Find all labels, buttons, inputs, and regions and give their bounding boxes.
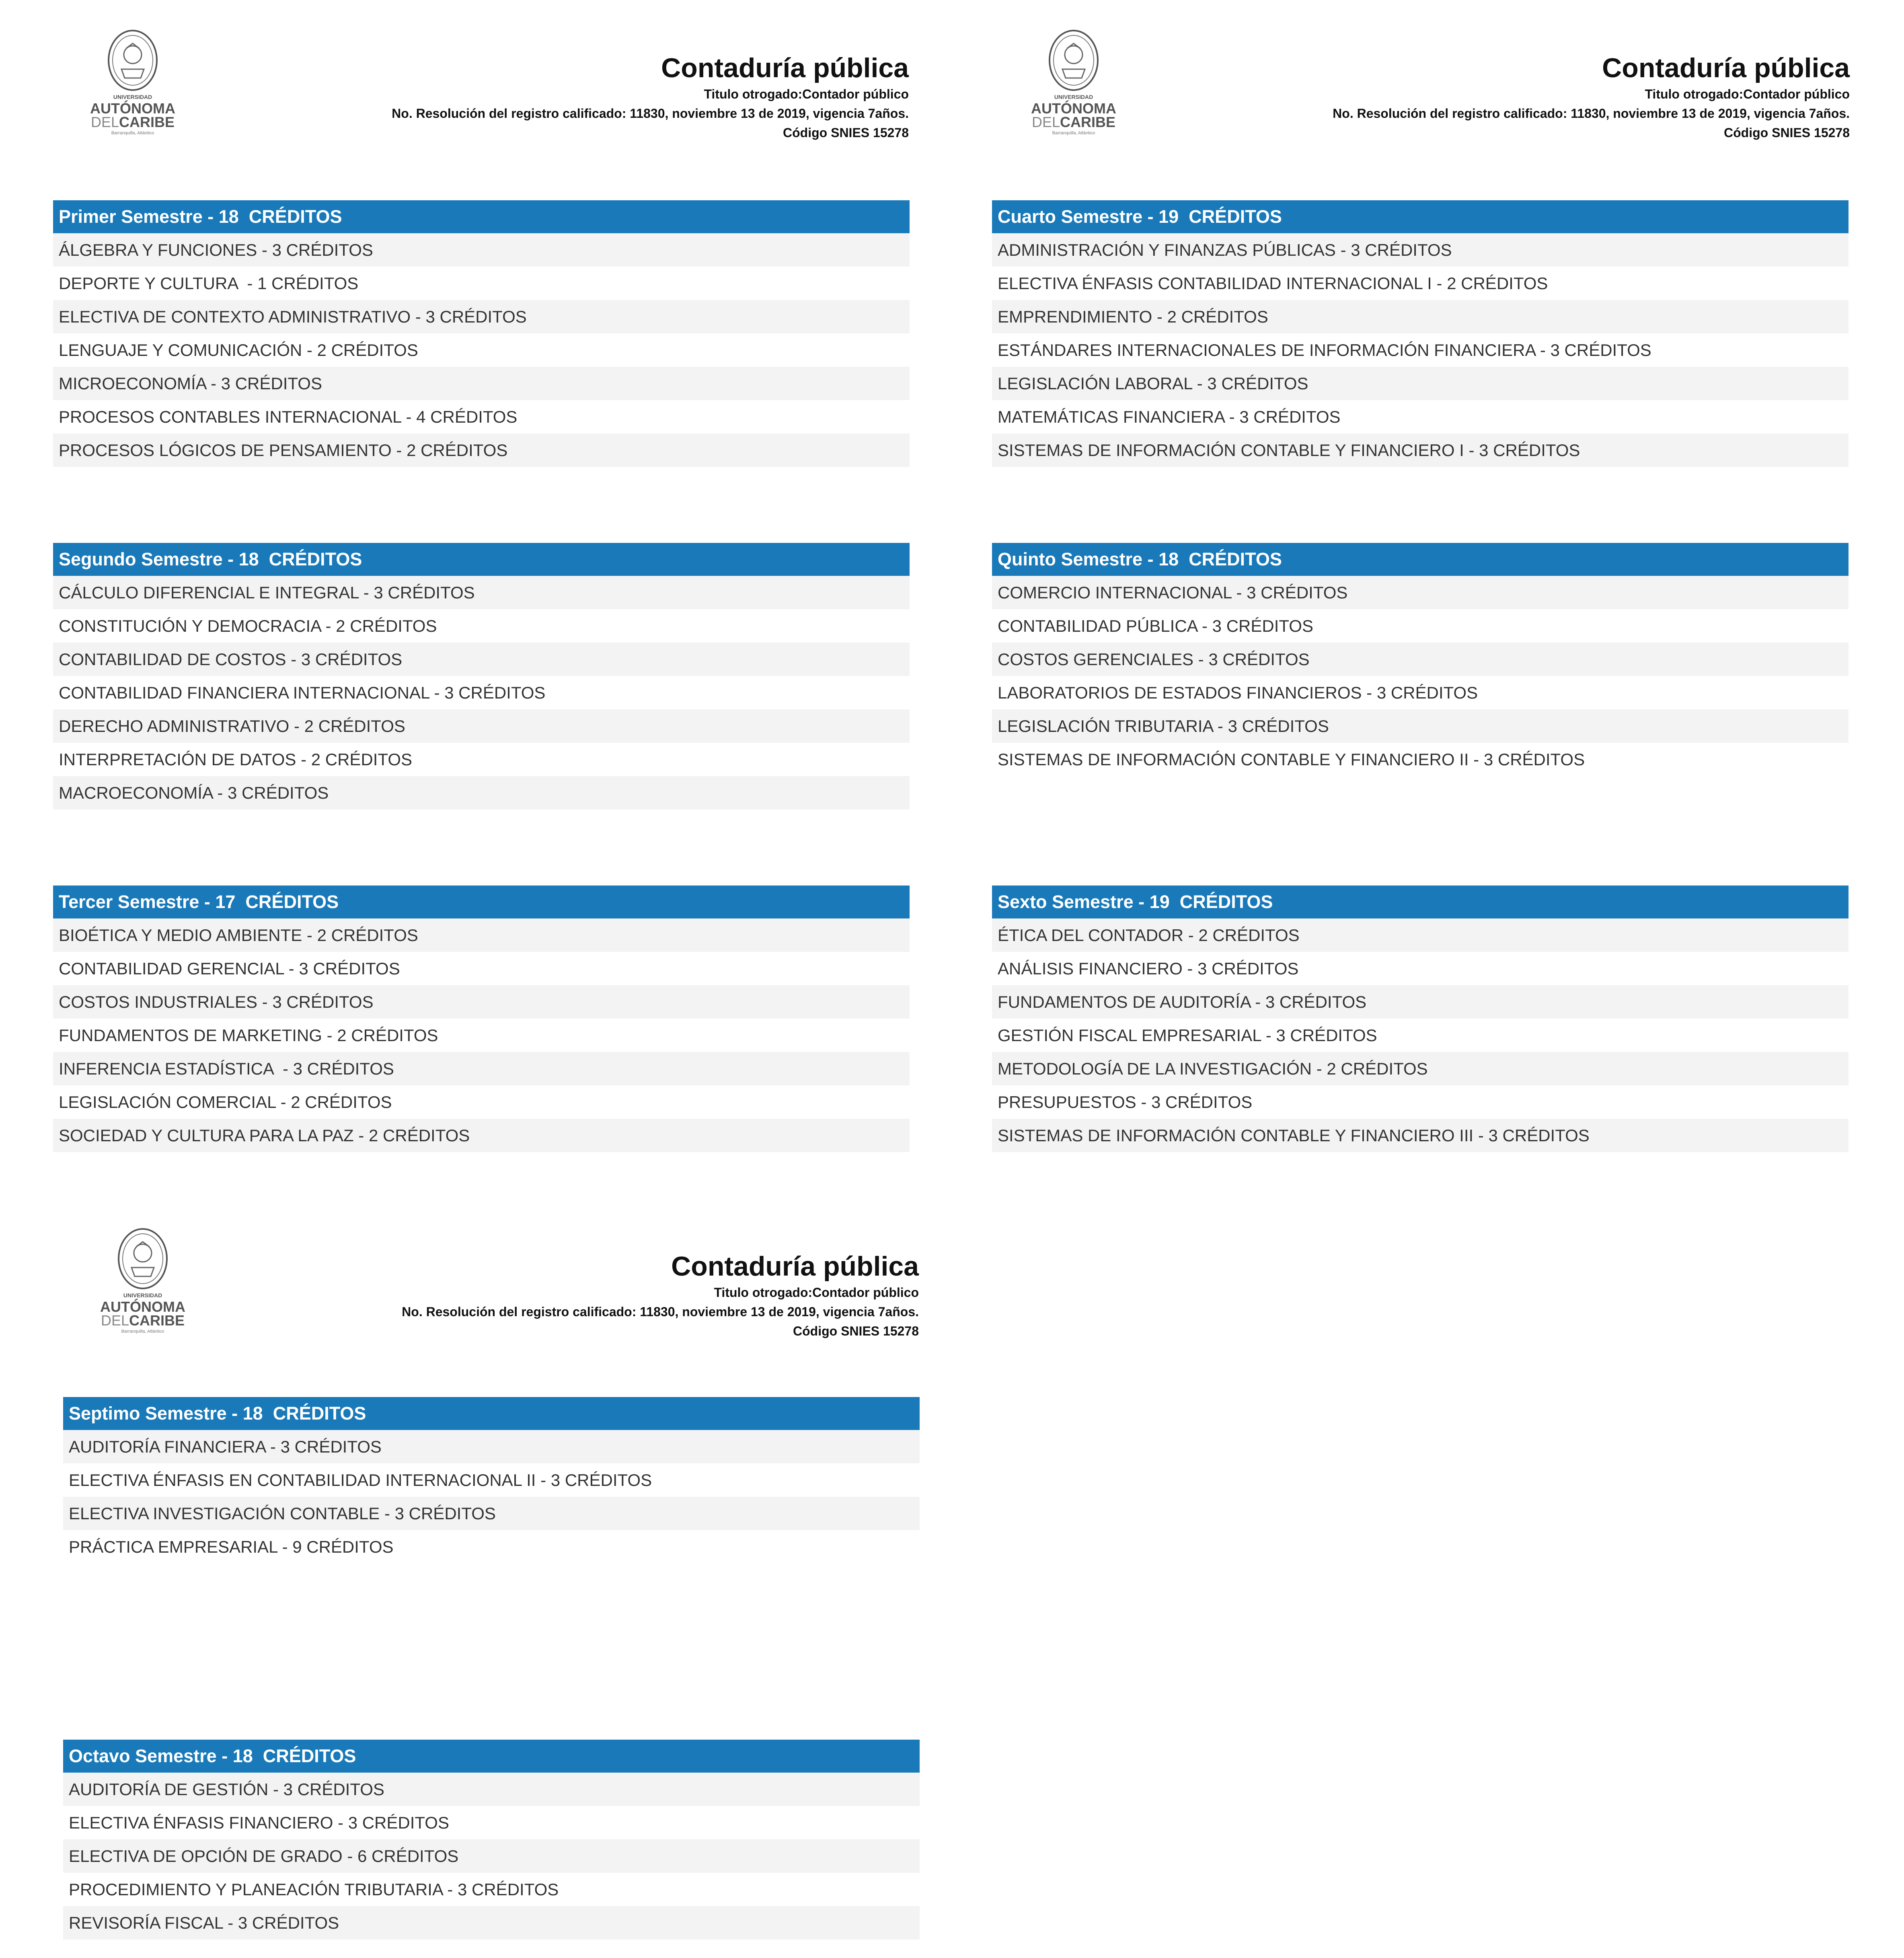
course-row: CÁLCULO DIFERENCIAL E INTEGRAL - 3 CRÉDITOS xyxy=(53,576,910,609)
semester-table xyxy=(53,886,910,1152)
semester-header: Tercer Semestre - 17 CRÉDITOS xyxy=(53,886,910,918)
svg-text:AUTÓNOMA: AUTÓNOMA xyxy=(1031,100,1116,117)
course-row: ADMINISTRACIÓN Y FINANZAS PÚBLICAS - 3 CRÉDITOS xyxy=(992,233,1849,267)
svg-text:AUTÓNOMA: AUTÓNOMA xyxy=(90,100,175,117)
program-title: Contaduría pública xyxy=(661,53,909,83)
course-row: COMERCIO INTERNACIONAL - 3 CRÉDITOS xyxy=(992,576,1849,609)
course-row: PRÁCTICA EMPRESARIAL - 9 CRÉDITOS xyxy=(63,1530,920,1564)
semester-table xyxy=(992,200,1849,467)
semester-header: Sexto Semestre - 19 CRÉDITOS xyxy=(992,886,1849,918)
svg-text:DELCARIBE: DELCARIBE xyxy=(90,114,175,130)
semester-table xyxy=(63,1740,920,1940)
course-row: ELECTIVA ÉNFASIS CONTABILIDAD INTERNACIONAL I - 2 CRÉDITOS xyxy=(992,267,1849,300)
degree-title: Titulo otrogado:Contador público xyxy=(714,1285,919,1300)
semester-table xyxy=(992,543,1849,776)
course-row: AUDITORÍA DE GESTIÓN - 3 CRÉDITOS xyxy=(63,1773,920,1806)
course-row: SISTEMAS DE INFORMACIÓN CONTABLE Y FINANCIERO III - 3 CRÉDITOS xyxy=(992,1119,1849,1152)
course-list xyxy=(63,1773,920,1940)
course-row: MATEMÁTICAS FINANCIERA - 3 CRÉDITOS xyxy=(992,400,1849,434)
course-row: ELECTIVA DE OPCIÓN DE GRADO - 6 CRÉDITOS xyxy=(63,1839,920,1873)
course-row: AUDITORÍA FINANCIERA - 3 CRÉDITOS xyxy=(63,1430,920,1463)
university-seal-icon xyxy=(86,1222,199,1343)
snies-code: Código SNIES 15278 xyxy=(793,1324,919,1338)
course-row: CONTABILIDAD DE COSTOS - 3 CRÉDITOS xyxy=(53,643,910,676)
course-row: PROCESOS LÓGICOS DE PENSAMIENTO - 2 CRÉDITOS xyxy=(53,434,910,467)
resolution-text: No. Resolución del registro calificado: 11830, noviembre 13 de 2019, vigencia 7años. xyxy=(392,106,909,121)
course-row: PROCESOS CONTABLES INTERNACIONAL - 4 CRÉDITOS xyxy=(53,400,910,434)
header-text xyxy=(1333,24,1850,142)
course-row: GESTIÓN FISCAL EMPRESARIAL - 3 CRÉDITOS xyxy=(992,1019,1849,1052)
course-row: CONTABILIDAD FINANCIERA INTERNACIONAL - 3 CRÉDITOS xyxy=(53,676,910,709)
course-row: ELECTIVA DE CONTEXTO ADMINISTRATIVO - 3 CRÉDITOS xyxy=(53,300,910,333)
degree-title: Titulo otrogado:Contador público xyxy=(1645,87,1850,101)
course-row: LABORATORIOS DE ESTADOS FINANCIEROS - 3 CRÉDITOS xyxy=(992,676,1849,709)
course-list xyxy=(53,233,910,467)
semester-header: Primer Semestre - 18 CRÉDITOS xyxy=(53,200,910,233)
course-row: FUNDAMENTOS DE AUDITORÍA - 3 CRÉDITOS xyxy=(992,985,1849,1019)
header-bottom xyxy=(86,1222,919,1343)
course-row: SISTEMAS DE INFORMACIÓN CONTABLE Y FINANCIERO II - 3 CRÉDITOS xyxy=(992,743,1849,776)
svg-text:UNIVERSIDAD: UNIVERSIDAD xyxy=(1054,94,1093,100)
semester-table xyxy=(992,886,1849,1152)
course-row: MICROECONOMÍA - 3 CRÉDITOS xyxy=(53,367,910,400)
semester-table xyxy=(63,1397,920,1564)
svg-text:AUTÓNOMA: AUTÓNOMA xyxy=(100,1298,185,1315)
resolution-text: No. Resolución del registro calificado: 11830, noviembre 13 de 2019, vigencia 7años. xyxy=(402,1305,919,1319)
semester-table xyxy=(53,200,910,467)
course-row: ELECTIVA INVESTIGACIÓN CONTABLE - 3 CRÉDITOS xyxy=(63,1497,920,1530)
course-row: DEPORTE Y CULTURA - 1 CRÉDITOS xyxy=(53,267,910,300)
course-row: INTERPRETACIÓN DE DATOS - 2 CRÉDITOS xyxy=(53,743,910,776)
course-row: EMPRENDIMIENTO - 2 CRÉDITOS xyxy=(992,300,1849,333)
header-text xyxy=(392,24,909,142)
course-list xyxy=(992,576,1849,776)
course-list xyxy=(992,918,1849,1152)
header-left xyxy=(76,24,909,145)
course-row: CONTABILIDAD GERENCIAL - 3 CRÉDITOS xyxy=(53,952,910,985)
course-row: LEGISLACIÓN LABORAL - 3 CRÉDITOS xyxy=(992,367,1849,400)
semester-header: Cuarto Semestre - 19 CRÉDITOS xyxy=(992,200,1849,233)
course-row: BIOÉTICA Y MEDIO AMBIENTE - 2 CRÉDITOS xyxy=(53,918,910,952)
university-logo xyxy=(76,24,189,145)
degree-title: Titulo otrogado:Contador público xyxy=(704,87,909,101)
semester-header: Septimo Semestre - 18 CRÉDITOS xyxy=(63,1397,920,1430)
svg-text:Barranquilla, Atlántico: Barranquilla, Atlántico xyxy=(111,131,154,136)
university-logo xyxy=(86,1222,199,1343)
svg-text:UNIVERSIDAD: UNIVERSIDAD xyxy=(113,94,152,100)
university-seal-icon xyxy=(1017,24,1130,145)
course-row: FUNDAMENTOS DE MARKETING - 2 CRÉDITOS xyxy=(53,1019,910,1052)
course-row: MACROECONOMÍA - 3 CRÉDITOS xyxy=(53,776,910,809)
snies-code: Código SNIES 15278 xyxy=(1724,125,1850,140)
semester-table xyxy=(53,543,910,809)
semester-header: Octavo Semestre - 18 CRÉDITOS xyxy=(63,1740,920,1773)
course-row: COSTOS INDUSTRIALES - 3 CRÉDITOS xyxy=(53,985,910,1019)
semester-header: Segundo Semestre - 18 CRÉDITOS xyxy=(53,543,910,576)
snies-code: Código SNIES 15278 xyxy=(783,125,909,140)
course-row: ANÁLISIS FINANCIERO - 3 CRÉDITOS xyxy=(992,952,1849,985)
course-list xyxy=(53,576,910,809)
course-list xyxy=(53,918,910,1152)
svg-text:DELCARIBE: DELCARIBE xyxy=(101,1312,185,1329)
course-row: DERECHO ADMINISTRATIVO - 2 CRÉDITOS xyxy=(53,709,910,743)
semester-header: Quinto Semestre - 18 CRÉDITOS xyxy=(992,543,1849,576)
course-row: ELECTIVA ÉNFASIS EN CONTABILIDAD INTERNACIONAL II - 3 CRÉDITOS xyxy=(63,1463,920,1497)
header-text xyxy=(402,1222,919,1341)
course-row: CONSTITUCIÓN Y DEMOCRACIA - 2 CRÉDITOS xyxy=(53,609,910,643)
course-row: INFERENCIA ESTADÍSTICA - 3 CRÉDITOS xyxy=(53,1052,910,1085)
course-list xyxy=(63,1430,920,1564)
course-row: REVISORÍA FISCAL - 3 CRÉDITOS xyxy=(63,1906,920,1940)
university-seal-icon xyxy=(76,24,189,145)
course-row: ESTÁNDARES INTERNACIONALES DE INFORMACIÓN FINANCIERA - 3 CRÉDITOS xyxy=(992,333,1849,367)
course-row: PRESUPUESTOS - 3 CRÉDITOS xyxy=(992,1085,1849,1119)
university-logo xyxy=(1017,24,1130,145)
course-row: LENGUAJE Y COMUNICACIÓN - 2 CRÉDITOS xyxy=(53,333,910,367)
resolution-text: No. Resolución del registro calificado: 11830, noviembre 13 de 2019, vigencia 7años. xyxy=(1333,106,1850,121)
course-row: LEGISLACIÓN TRIBUTARIA - 3 CRÉDITOS xyxy=(992,709,1849,743)
course-row: SISTEMAS DE INFORMACIÓN CONTABLE Y FINANCIERO I - 3 CRÉDITOS xyxy=(992,434,1849,467)
course-row: METODOLOGÍA DE LA INVESTIGACIÓN - 2 CRÉDITOS xyxy=(992,1052,1849,1085)
svg-text:Barranquilla, Atlántico: Barranquilla, Atlántico xyxy=(1052,131,1095,136)
program-title: Contaduría pública xyxy=(671,1251,919,1282)
course-row: COSTOS GERENCIALES - 3 CRÉDITOS xyxy=(992,643,1849,676)
course-list xyxy=(992,233,1849,467)
header-right xyxy=(1017,24,1850,145)
course-row: ÁLGEBRA Y FUNCIONES - 3 CRÉDITOS xyxy=(53,233,910,267)
course-row: CONTABILIDAD PÚBLICA - 3 CRÉDITOS xyxy=(992,609,1849,643)
course-row: ÉTICA DEL CONTADOR - 2 CRÉDITOS xyxy=(992,918,1849,952)
svg-text:DELCARIBE: DELCARIBE xyxy=(1031,114,1116,130)
course-row: ELECTIVA ÉNFASIS FINANCIERO - 3 CRÉDITOS xyxy=(63,1806,920,1839)
svg-text:UNIVERSIDAD: UNIVERSIDAD xyxy=(123,1292,162,1298)
program-title: Contaduría pública xyxy=(1602,53,1850,83)
svg-text:Barranquilla, Atlántico: Barranquilla, Atlántico xyxy=(121,1329,164,1334)
course-row: PROCEDIMIENTO Y PLANEACIÓN TRIBUTARIA - 3 CRÉDITOS xyxy=(63,1873,920,1906)
course-row: SOCIEDAD Y CULTURA PARA LA PAZ - 2 CRÉDITOS xyxy=(53,1119,910,1152)
course-row: LEGISLACIÓN COMERCIAL - 2 CRÉDITOS xyxy=(53,1085,910,1119)
